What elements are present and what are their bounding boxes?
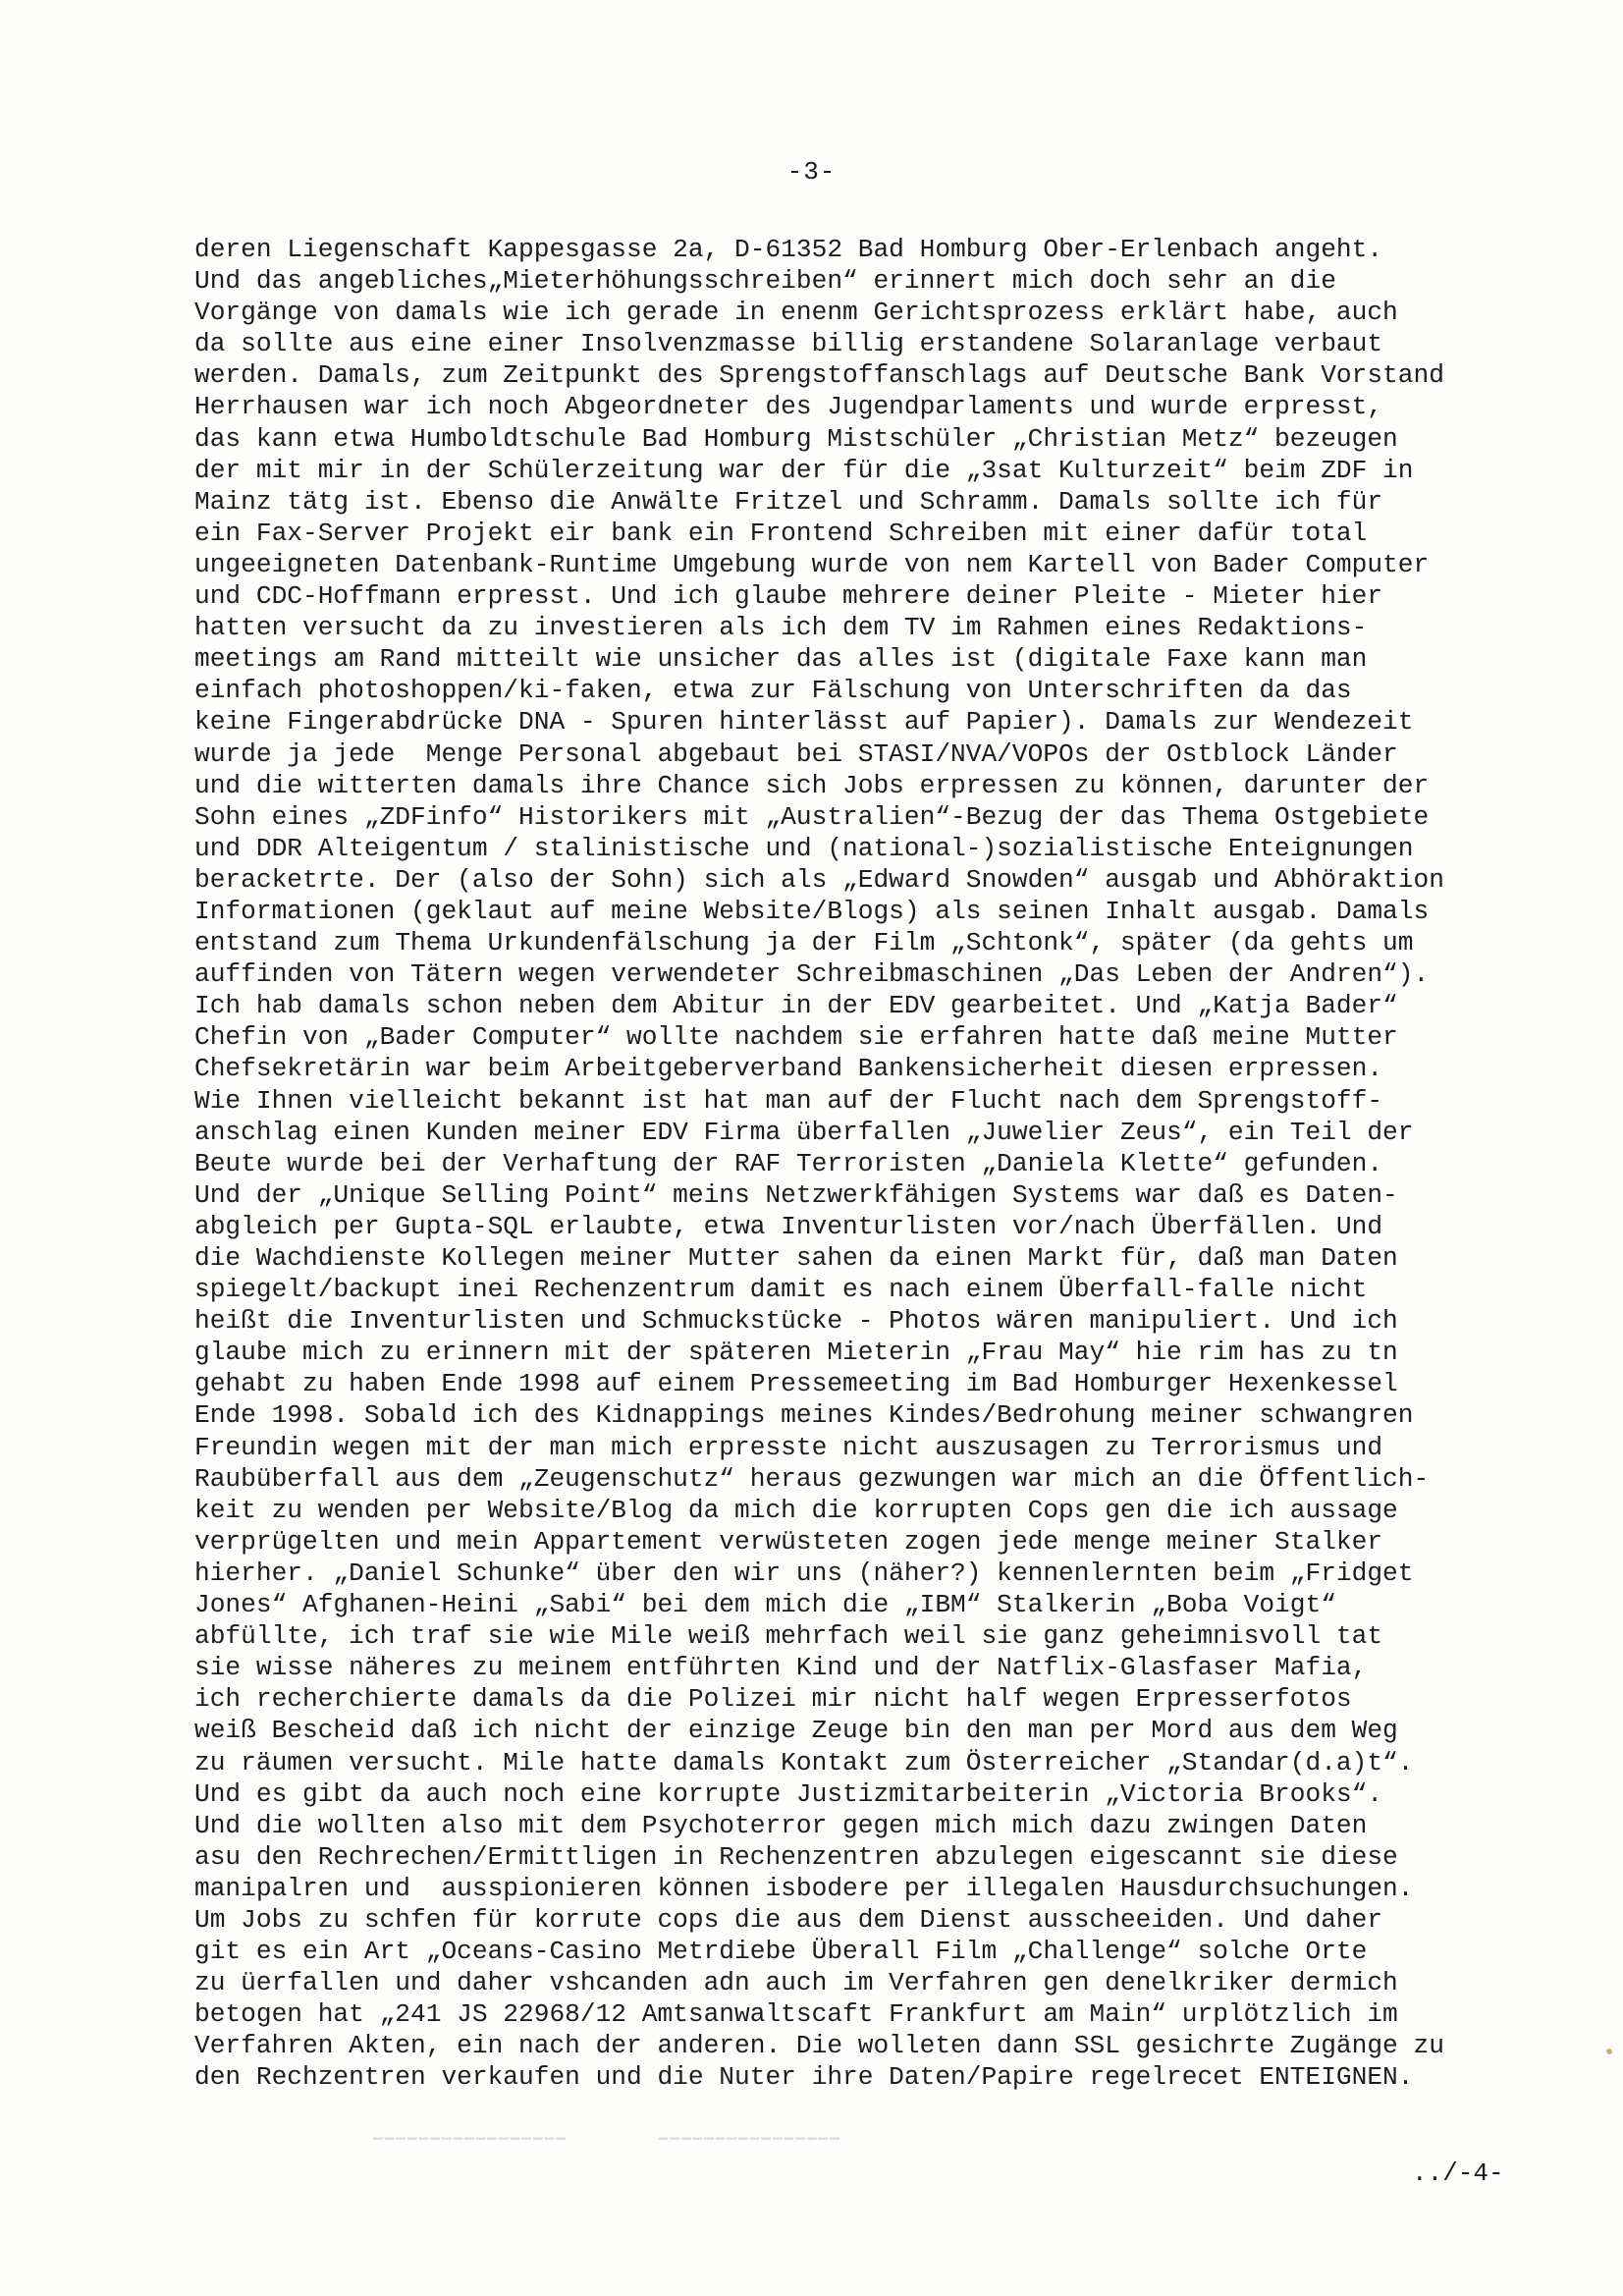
text-line: heißt die Inventurlisten und Schmuckstücke - Photos wären manipuliert. Und ich bbox=[194, 1306, 1398, 1337]
text-line: beracketrte. Der (also der Sohn) sich als „Edward Snowden“ ausgab und Abhöraktion bbox=[194, 864, 1444, 895]
text-line: spiegelt/backupt inei Rechenzentrum damit es nach einem Überfall-falle nicht bbox=[194, 1275, 1368, 1305]
text-line: zu üerfallen und daher vshcanden adn auch im Verfahren gen denelkriker dermich bbox=[194, 1968, 1398, 1998]
text-line: Chefin von „Bader Computer“ wollte nachdem sie erfahren hatte daß meine Mutter bbox=[194, 1022, 1398, 1053]
text-line: Beute wurde bei der Verhaftung der RAF Terroristen „Daniela Klette“ gefunden. bbox=[194, 1148, 1383, 1178]
text-line: Freundin wegen mit der man mich erpresste nicht auszusagen zu Terrorismus und bbox=[194, 1432, 1383, 1462]
text-line: betogen hat „241 JS 22968/12 Amtsanwaltscaft Frankfurt am Main“ urplötzlich im bbox=[194, 1999, 1398, 2030]
text-line: manipalren und ausspionieren können isbodere per illegalen Hausdurchsuchungen. bbox=[194, 1873, 1414, 1903]
text-line: und CDC-Hoffmann erpresst. Und ich glaube mehrere deiner Pleite - Mieter hier bbox=[194, 581, 1383, 612]
text-line: Vorgänge von damals wie ich gerade in enenm Gerichtsprozess erklärt habe, auch bbox=[194, 298, 1398, 328]
text-line: da sollte aus eine einer Insolvenzmasse billig erstandene Solaranlage verbaut bbox=[194, 329, 1383, 359]
text-line: Und das angebliches„Mieterhöhungsschreiben“ erinnert mich doch sehr an die bbox=[194, 266, 1336, 297]
text-line: entstand zum Thema Urkundenfälschung ja der Film „Schtonk“, später (da gehts um bbox=[194, 928, 1414, 958]
text-line: glaube mich zu erinnern mit der späteren Mieterin „Frau May“ hie rim has zu tn bbox=[194, 1338, 1398, 1368]
text-line: wurde ja jede Menge Personal abgebaut bei STASI/NVA/VOPOs der Ostblock Länder bbox=[194, 738, 1398, 769]
text-line: hierher. „Daniel Schunke“ über den wir uns (näher?) kennenlernten beim „Fridget bbox=[194, 1558, 1414, 1588]
text-line: sie wisse näheres zu meinem entführten Kind und der Natflix-Glasfaser Mafia, bbox=[194, 1653, 1368, 1683]
text-line: meetings am Rand mitteilt wie unsicher das alles ist (digitale Faxe kann man bbox=[194, 644, 1368, 675]
text-line: Und die wollten also mit dem Psychoterror gegen mich mich dazu zwingen Daten bbox=[194, 1810, 1368, 1840]
text-line: Raubüberfall aus dem „Zeugenschutz“ heraus gezwungen war mich an die Öffentlich- bbox=[194, 1463, 1430, 1494]
text-line: ein Fax-Server Projekt eir bank ein Frontend Schreiben mit einer dafür total bbox=[194, 518, 1368, 548]
text-line: abfüllte, ich traf sie wie Mile weiß mehrfach weil sie ganz geheimnisvoll tat bbox=[194, 1621, 1383, 1652]
text-line: Und der „Unique Selling Point“ meins Netzwerkfähigen Systems war daß es Daten- bbox=[194, 1179, 1398, 1210]
text-line: auffinden von Tätern wegen verwendeter Schreibmaschinen „Das Leben der Andren“). bbox=[194, 959, 1430, 990]
text-line: weiß Bescheid daß ich nicht der einzige Zeuge bin den man per Mord aus dem Weg bbox=[194, 1716, 1398, 1746]
text-line: asu den Rechrechen/Ermittligen in Rechenzentren abzulegen eigescannt sie diese bbox=[194, 1841, 1398, 1872]
text-line: keine Fingerabdrücke DNA - Spuren hinterlässt auf Papier). Damals zur Wendezeit bbox=[194, 707, 1414, 738]
next-page-marker: ../-4- bbox=[1412, 2159, 1504, 2188]
text-line: den Rechzentren verkaufen und die Nuter ihre Daten/Papire regelrecet ENTEIGNEN. bbox=[194, 2062, 1414, 2093]
text-line: Chefsekretärin war beim Arbeitgeberverband Bankensicherheit diesen erpressen. bbox=[194, 1054, 1383, 1084]
text-line: ich recherchierte damals da die Polizei mir nicht half wegen Erpresserfotos bbox=[194, 1684, 1352, 1715]
paper-speck bbox=[1606, 2049, 1612, 2054]
text-line: Verfahren Akten, ein nach der anderen. Die wolleten dann SSL gesichrte Zugänge zu bbox=[194, 2031, 1444, 2061]
text-line: Herrhausen war ich noch Abgeordneter des Jugendparlaments und wurde erpresst, bbox=[194, 392, 1383, 422]
text-line: der mit mir in der Schülerzeitung war der für die „3sat Kulturzeit“ beim ZDF in bbox=[194, 455, 1414, 485]
text-line: und DDR Alteigentum / stalinistische und (national-)sozialistische Enteignungen bbox=[194, 833, 1414, 863]
text-line: Jones“ Afghanen-Heini „Sabi“ bei dem mich die „IBM“ Stalkerin „Boba Voigt“ bbox=[194, 1590, 1336, 1620]
letter-body bbox=[194, 234, 1510, 2094]
text-line: ungeeigneten Datenbank-Runtime Umgebung wurde von nem Kartell von Bader Computer bbox=[194, 549, 1430, 579]
text-line: hatten versucht da zu investieren als ich dem TV im Rahmen eines Redaktions- bbox=[194, 613, 1368, 643]
text-line: die Wachdienste Kollegen meiner Mutter sahen da einen Markt für, daß man Daten bbox=[194, 1243, 1398, 1273]
text-line: anschlag einen Kunden meiner EDV Firma überfallen „Juwelier Zeus“, ein Teil der bbox=[194, 1117, 1414, 1147]
text-line: deren Liegenschaft Kappesgasse 2a, D-61352 Bad Homburg Ober-Erlenbach angeht. bbox=[194, 235, 1383, 264]
text-line: einfach photoshoppen/ki-faken, etwa zur Fälschung von Unterschriften da das bbox=[194, 676, 1352, 706]
text-line: Um Jobs zu schfen für korrute cops die aus dem Dienst ausscheeiden. Und daher bbox=[194, 1904, 1383, 1935]
text-line: git es ein Art „Oceans-Casino Metrdiebe Überall Film „Challenge“ solche Orte bbox=[194, 1937, 1368, 1967]
text-line: das kann etwa Humboldtschule Bad Homburg Mistschüler „Christian Metz“ bezeugen bbox=[194, 423, 1398, 454]
faint-stamp-mark: ▁▁▁▁▁▁▁▁▁▁▁▁▁▁▁▁▁ ▁▁▁▁▁▁▁▁▁▁▁▁▁▁▁▁ bbox=[373, 2123, 841, 2141]
text-line: Ich hab damals schon neben dem Abitur in der EDV gearbeitet. Und „Katja Bader“ bbox=[194, 991, 1398, 1021]
text-line: Ende 1998. Sobald ich des Kidnappings meines Kindes/Bedrohung meiner schwangren bbox=[194, 1400, 1414, 1431]
text-line: und die witterten damals ihre Chance sich Jobs erpressen zu können, darunter der bbox=[194, 770, 1430, 800]
text-line: keit zu wenden per Website/Blog da mich die korrupten Cops gen die ich aussage bbox=[194, 1495, 1398, 1525]
text-line: Wie Ihnen vielleicht bekannt ist hat man auf der Flucht nach dem Sprengstoff- bbox=[194, 1085, 1383, 1116]
text-line: gehabt zu haben Ende 1998 auf einem Pressemeeting im Bad Homburger Hexenkessel bbox=[194, 1369, 1398, 1399]
text-line: abgleich per Gupta-SQL erlaubte, etwa Inventurlisten vor/nach Überfällen. Und bbox=[194, 1211, 1383, 1241]
text-line: Sohn eines „ZDFinfo“ Historikers mit „Australien“-Bezug der das Thema Ostgebiete bbox=[194, 801, 1430, 832]
text-line: werden. Damals, zum Zeitpunkt des Sprengstoffanschlags auf Deutsche Bank Vorstand bbox=[194, 360, 1444, 391]
text-line: verprügelten und mein Appartement verwüsteten zogen jede menge meiner Stalker bbox=[194, 1526, 1383, 1557]
text-line: zu räumen versucht. Mile hatte damals Kontakt zum Österreicher „Standar(d.a)t“. bbox=[194, 1747, 1414, 1777]
text-line: Und es gibt da auch noch eine korrupte Justizmitarbeiterin „Victoria Brooks“. bbox=[194, 1778, 1383, 1809]
page-number: -3- bbox=[786, 157, 837, 187]
text-line: Mainz tätg ist. Ebenso die Anwälte Fritzel und Schramm. Damals sollte ich für bbox=[194, 486, 1383, 517]
text-line: Informationen (geklaut auf meine Website/Blogs) als seinen Inhalt ausgab. Damals bbox=[194, 896, 1430, 926]
